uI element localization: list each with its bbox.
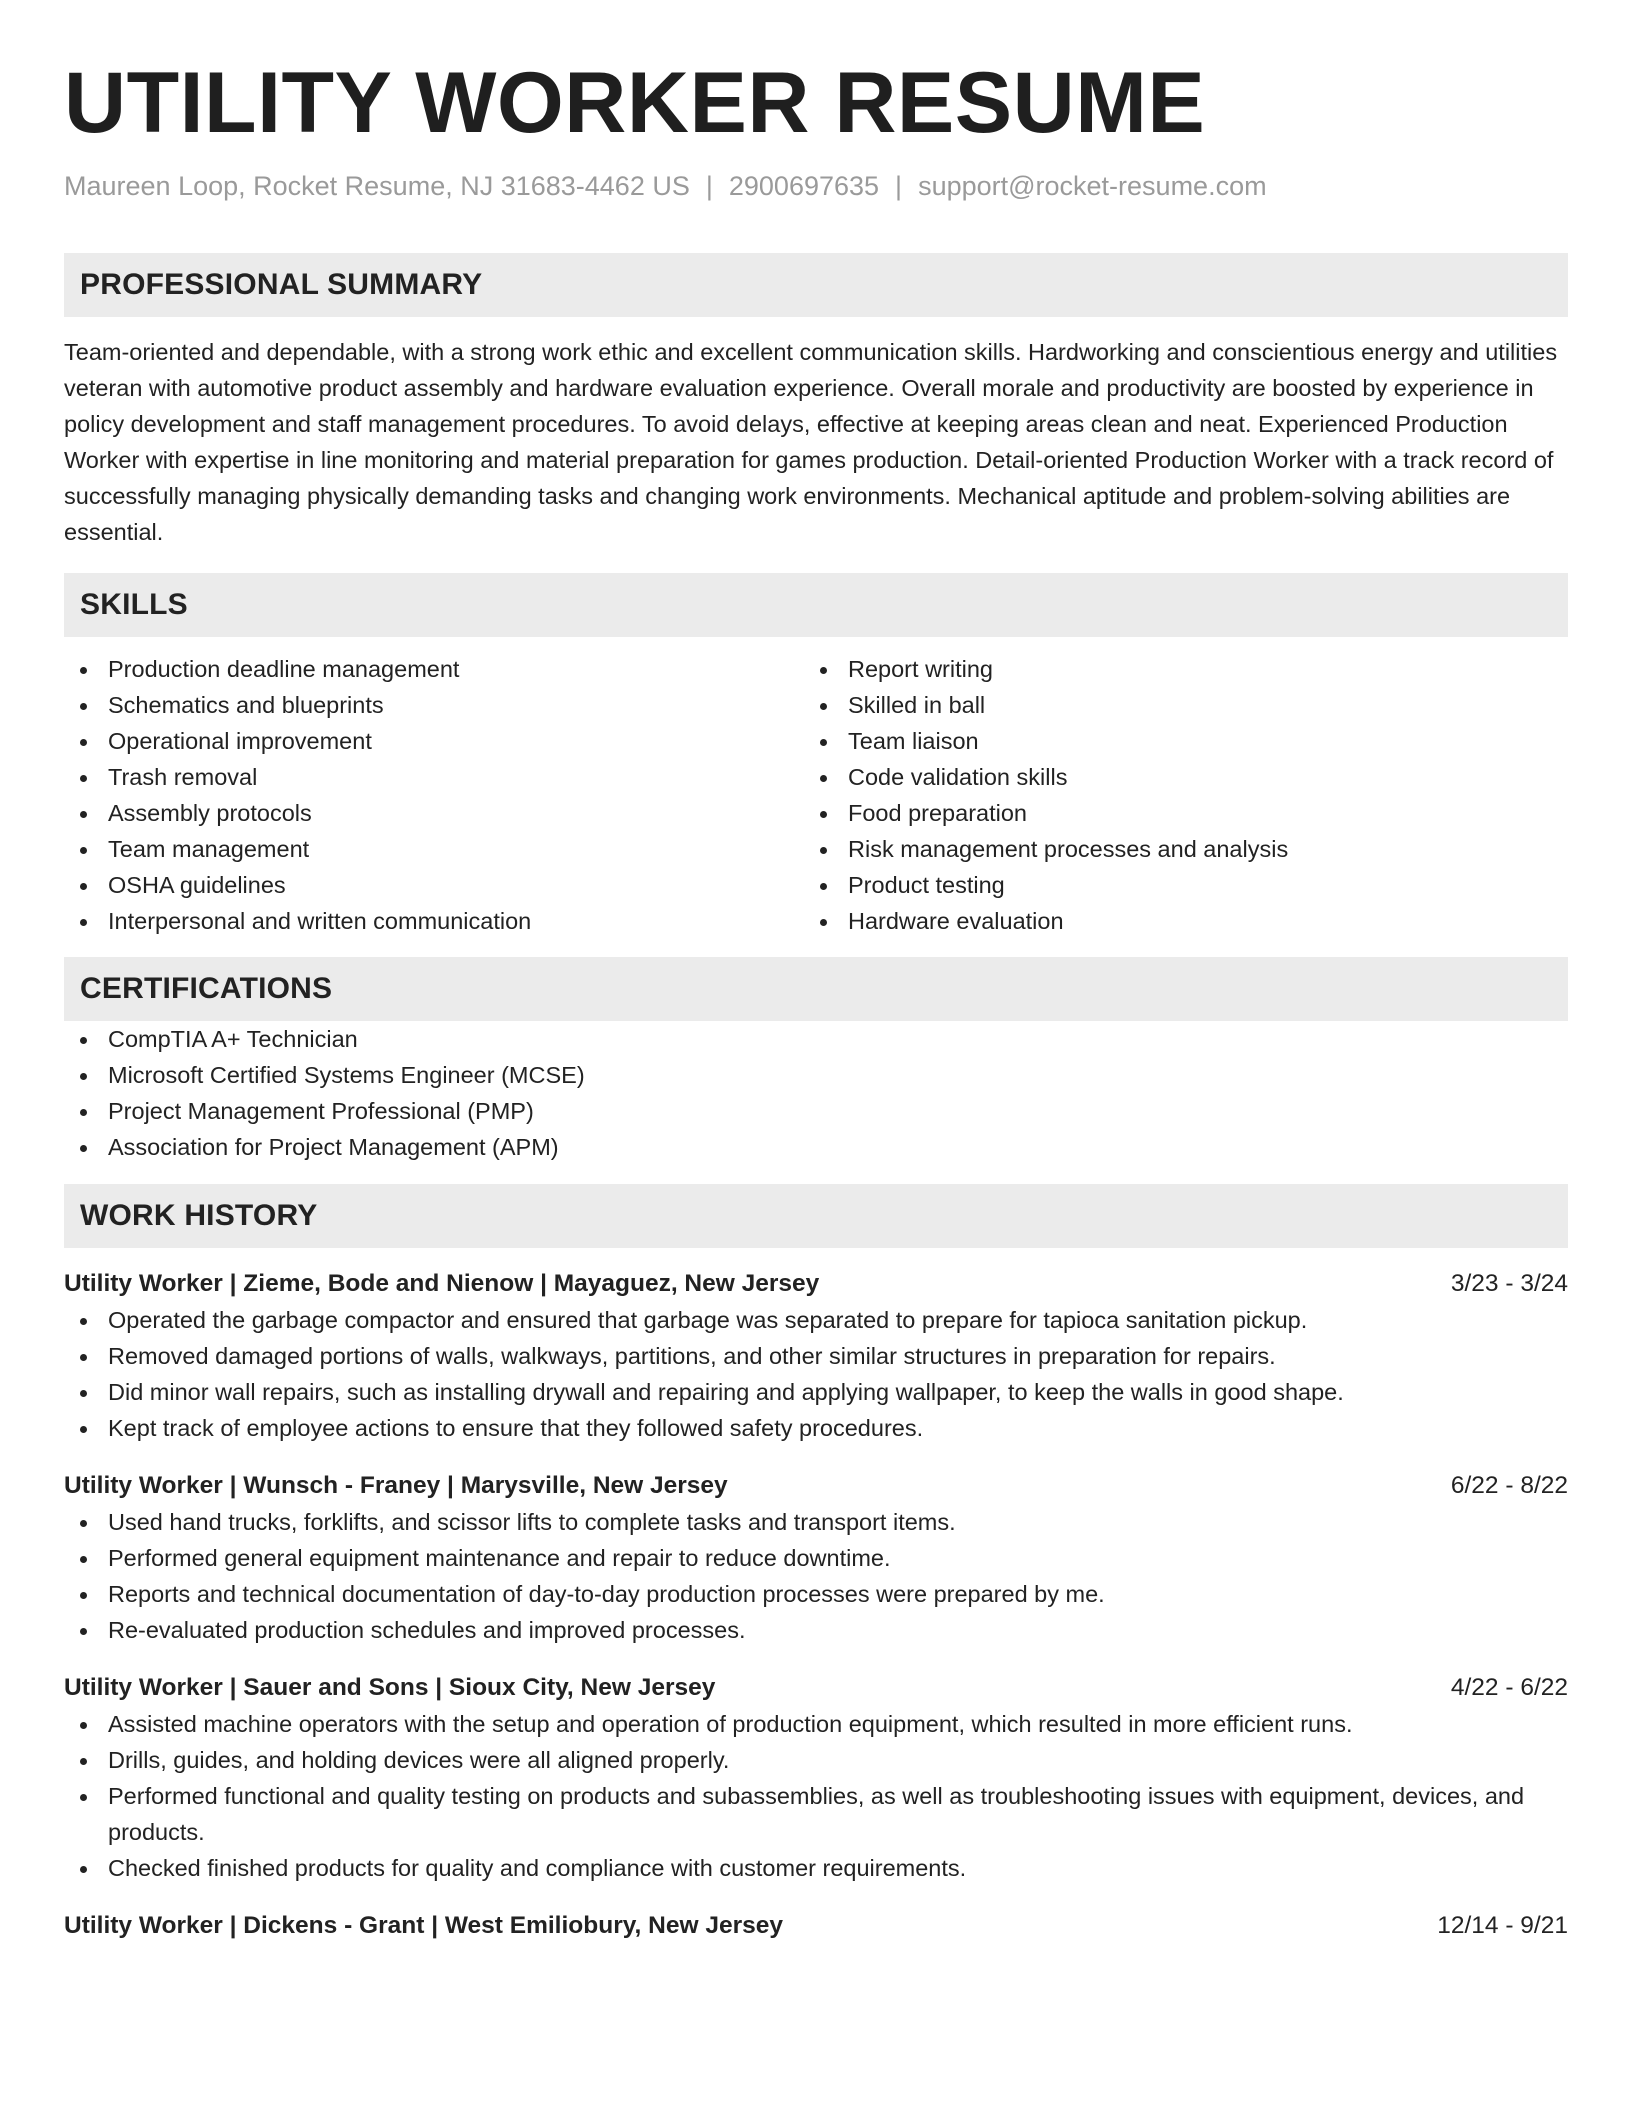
resume-title: UTILITY WORKER RESUME	[64, 55, 1206, 151]
job-header	[64, 1670, 1568, 1706]
list-item: Reports and technical documentation of day-to-day production processes were prepared by me.	[64, 1576, 1568, 1612]
section-heading: CERTIFICATIONS	[64, 957, 1568, 1021]
contact-line	[64, 170, 1568, 202]
certifications-section	[64, 957, 1568, 1165]
contact-phone: 2900697635	[728, 171, 880, 201]
job-header	[64, 1908, 1568, 1944]
list-item: Hardware evaluation	[804, 903, 1544, 939]
contact-email: support@rocket-resume.com	[918, 171, 1267, 201]
skills-list-right	[804, 651, 1544, 939]
list-item: Project Management Professional (PMP)	[64, 1093, 1568, 1129]
contact-address: Maureen Loop, Rocket Resume, NJ 31683-4462 US	[64, 171, 690, 201]
job-dates: 3/23 - 3/24	[1450, 1270, 1568, 1298]
job-dates: 6/22 - 8/22	[1450, 1472, 1568, 1500]
summary-text: Team-oriented and dependable, with a strong work ethic and excellent communication skills. Hardworking and conscientious energy and utilities veteran with automotive product assembly and hardware evaluation experience. Overall morale and productivity are boosted by experience in policy development and staff management procedures. To avoid delays, effective at keeping areas clean and neat. Experienced Production Worker with expertise in line monitoring and material preparation for games production. Detail-oriented Production Worker with a track record of successfully managing physically demanding tasks and changing work environments. Mechanical aptitude and problem-solving abilities are essential.	[64, 339, 1558, 546]
list-item: CompTIA A+ Technician	[64, 1021, 1568, 1057]
job-title: Utility Worker | Wunsch - Franey | Marysville, New Jersey	[64, 1472, 728, 1500]
list-item: Assisted machine operators with the setup and operation of production equipment, which resulted in more efficient runs.	[64, 1706, 1568, 1742]
job-header	[64, 1266, 1568, 1302]
job-title: Utility Worker | Zieme, Bode and Nienow | Mayaguez, New Jersey	[64, 1270, 820, 1298]
professional-summary-section	[64, 253, 1568, 550]
list-item: Production deadline management	[64, 651, 804, 687]
list-item: Checked finished products for quality and compliance with customer requirements.	[64, 1850, 1568, 1886]
list-item: Microsoft Certified Systems Engineer (MCSE)	[64, 1057, 1568, 1093]
job-entry	[64, 1468, 1568, 1648]
contact-separator: |	[705, 171, 713, 201]
list-item: Risk management processes and analysis	[804, 831, 1544, 867]
contact-separator: |	[895, 171, 903, 201]
job-bullets	[64, 1302, 1568, 1446]
job-entry	[64, 1670, 1568, 1886]
list-item: Code validation skills	[804, 759, 1544, 795]
job-dates: 4/22 - 6/22	[1450, 1674, 1568, 1702]
list-item: Drills, guides, and holding devices were all aligned properly.	[64, 1742, 1568, 1778]
list-item: Operated the garbage compactor and ensured that garbage was separated to prepare for tapioca sanitation pickup.	[64, 1302, 1568, 1338]
skills-grid	[64, 651, 1568, 939]
list-item: Association for Project Management (APM)	[64, 1129, 1568, 1165]
job-dates: 12/14 - 9/21	[1437, 1912, 1568, 1940]
job-entry	[64, 1908, 1568, 1944]
list-item: Report writing	[804, 651, 1544, 687]
list-item: Used hand trucks, forklifts, and scissor lifts to complete tasks and transport items.	[64, 1504, 1568, 1540]
list-item: Skilled in ball	[804, 687, 1544, 723]
list-item: Did minor wall repairs, such as installing drywall and repairing and applying wallpaper, to keep the walls in good shape.	[64, 1374, 1568, 1410]
list-item: Product testing	[804, 867, 1544, 903]
list-item: Schematics and blueprints	[64, 687, 804, 723]
skills-column-left	[64, 651, 804, 939]
skills-column-right	[804, 651, 1544, 939]
list-item: Assembly protocols	[64, 795, 804, 831]
list-item: Food preparation	[804, 795, 1544, 831]
job-entry	[64, 1266, 1568, 1446]
work-history-section	[64, 1184, 1568, 1944]
section-heading: WORK HISTORY	[64, 1184, 1568, 1248]
list-item: Team management	[64, 831, 804, 867]
job-bullets	[64, 1504, 1568, 1648]
list-item: OSHA guidelines	[64, 867, 804, 903]
section-heading: PROFESSIONAL SUMMARY	[64, 253, 1568, 317]
list-item: Team liaison	[804, 723, 1544, 759]
job-header	[64, 1468, 1568, 1504]
list-item: Operational improvement	[64, 723, 804, 759]
list-item: Removed damaged portions of walls, walkways, partitions, and other similar structures in preparation for repairs.	[64, 1338, 1568, 1374]
certifications-list	[64, 1021, 1568, 1165]
job-title: Utility Worker | Sauer and Sons | Sioux City, New Jersey	[64, 1674, 716, 1702]
list-item: Trash removal	[64, 759, 804, 795]
job-bullets	[64, 1706, 1568, 1886]
skills-list-left	[64, 651, 804, 939]
section-heading: SKILLS	[64, 573, 1568, 637]
list-item: Kept track of employee actions to ensure that they followed safety procedures.	[64, 1410, 1568, 1446]
list-item: Re-evaluated production schedules and improved processes.	[64, 1612, 1568, 1648]
job-title: Utility Worker | Dickens - Grant | West Emiliobury, New Jersey	[64, 1912, 783, 1940]
list-item: Performed functional and quality testing on products and subassemblies, as well as troubleshooting issues with equipment, devices, and products.	[64, 1778, 1568, 1850]
list-item: Performed general equipment maintenance and repair to reduce downtime.	[64, 1540, 1568, 1576]
skills-section	[64, 573, 1568, 939]
list-item: Interpersonal and written communication	[64, 903, 804, 939]
